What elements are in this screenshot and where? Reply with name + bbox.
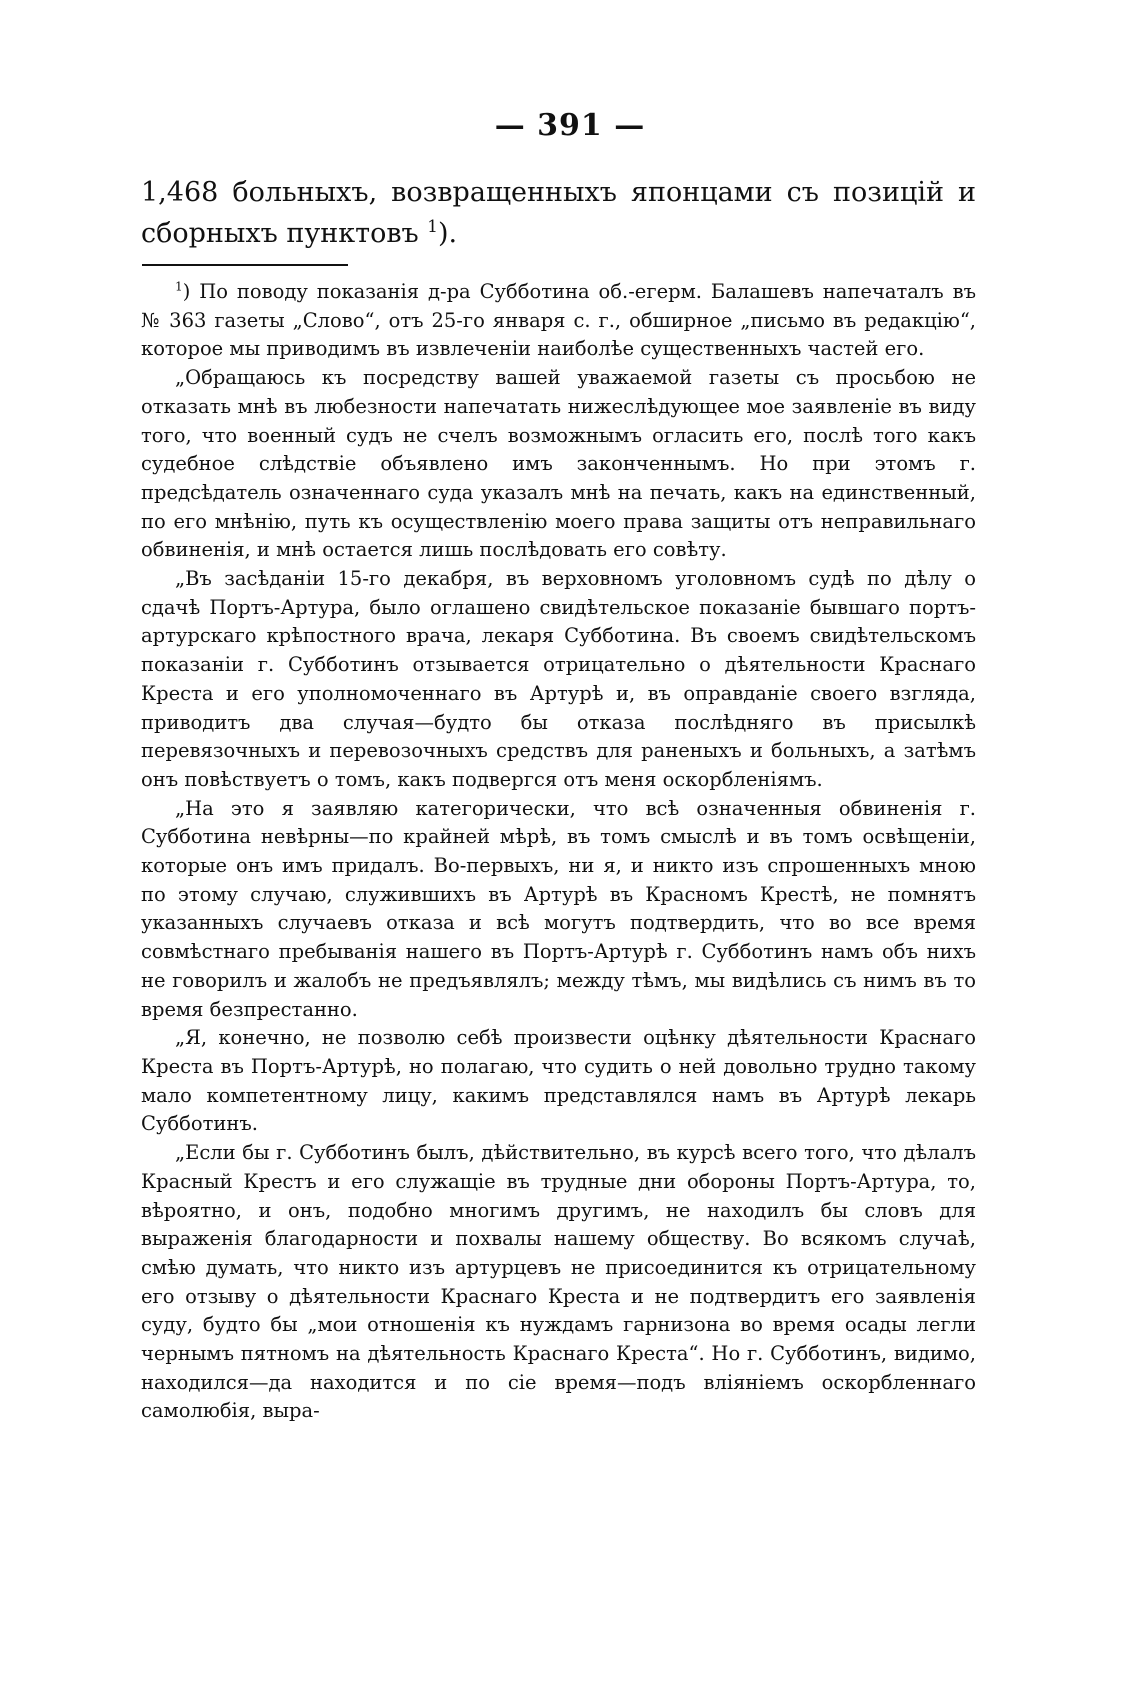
main-text-body: 1,468 больныхъ, возвращенныхъ японцами съ позицій и сборныхъ пунктовъ: [141, 177, 976, 249]
footnote-paragraph: „Если бы г. Субботинъ былъ, дѣйствительно, въ курсѣ всего того, что дѣлалъ Красный Крестъ и его служащіе въ трудные дни обороны Портъ-Артура, то, вѣроятно, и онъ, подобно многимъ другимъ, не находилъ бы словъ для выраженія благодарности и похвалы нашему обществу. Во всякомъ случаѣ, смѣю думать, что никто изъ артурцевъ не присоединится къ отрицательному его отзыву о дѣятельности Краснаго Креста и не подтвердитъ его заявленія суду, будто бы „мои отношенія къ нуждамъ гарнизона во время осады легли чернымъ пятномъ на дѣятельность Краснаго Креста“. Но г. Субботинъ, видимо, находился—да находится и по сіе время—подъ вліяніемъ оскорбленнаго самолюбія, выра-: [141, 1141, 976, 1423]
footnote-text: ) По поводу показанія д-ра Субботина об.-егерм. Балашевъ напечаталъ въ № 363 газеты „Слово“, отъ 25-го января с. г., обширное „письмо въ редакцію“, которое мы приводимъ въ извлеченіи наиболѣе существенныхъ частей его.: [141, 280, 976, 361]
page-number: — 391 —: [494, 108, 646, 143]
footnote-paragraph: „Обращаюсь къ посредству вашей уважаемой газеты съ просьбою не отказать мнѣ въ любезности напечатать нижеслѣдующее мое заявленіе въ виду того, что военный судъ не счелъ возможнымъ огласить его, послѣ того какъ судебное слѣдствіе объявлено имъ законченнымъ. Но при этомъ г. предсѣдатель означеннаго суда указалъ мнѣ на печать, какъ на единственный, по его мнѣнію, путь къ осуществленію моего права защиты отъ неправильнаго обвиненія, и мнѣ остается лишь послѣдовать его совѣту.: [141, 366, 976, 562]
footnote-reference: 1: [427, 216, 438, 236]
main-text-closing: ).: [437, 218, 458, 249]
footnote-block: [141, 278, 976, 1426]
footnote-separator: [142, 264, 348, 266]
footnote-paragraph: „Въ засѣданіи 15-го декабря, въ верховномъ уголовномъ судѣ по дѣлу о сдачѣ Портъ-Артура, было оглашено свидѣтельское показаніе бывшаго портъ-артурскаго крѣпостного врача, лекаря Субботина. Въ своемъ свидѣтельскомъ показаніи г. Субботинъ отзывается отрицательно о дѣятельности Краснаго Креста и его уполномоченнаго въ Артурѣ и, въ оправданіе своего взгляда, приводитъ два случая—будто бы отказа послѣдняго въ присылкѣ перевязочныхъ и перевозочныхъ средствъ для раненыхъ и больныхъ, а затѣмъ онъ повѣствуетъ о томъ, какъ подвергся отъ меня оскорбленіямъ.: [141, 567, 976, 791]
footnote-paragraph: „На это я заявляю категорически, что всѣ означенныя обвиненія г. Субботина невѣрны—по крайней мѣрѣ, въ томъ смыслѣ и въ томъ освѣщеніи, которые онъ имъ придалъ. Во-первыхъ, ни я, и никто изъ спрошенныхъ мною по этому случаю, служившихъ въ Артурѣ въ Красномъ Крестѣ, не помнятъ указанныхъ случаевъ отказа и всѣ могутъ подтвердить, что во все время совмѣстнаго пребыванія нашего въ Портъ-Артурѣ г. Субботинъ намъ объ нихъ не говорилъ и жалобъ не предъявлялъ; между тѣмъ, мы видѣлись съ нимъ въ то время безпрестанно.: [141, 796, 976, 1021]
footnote-paragraph: „Я, конечно, не позволю себѣ произвести оцѣнку дѣятельности Краснаго Креста въ Портъ-Артурѣ, но полагаю, что судить о ней довольно трудно такому мало компетентному лицу, какимъ представлялся намъ въ Артурѣ лекарь Субботинъ.: [141, 1026, 976, 1136]
footnote-paragraph: [141, 278, 976, 364]
main-text: [141, 172, 976, 254]
footnote-marker: 1: [175, 279, 183, 294]
